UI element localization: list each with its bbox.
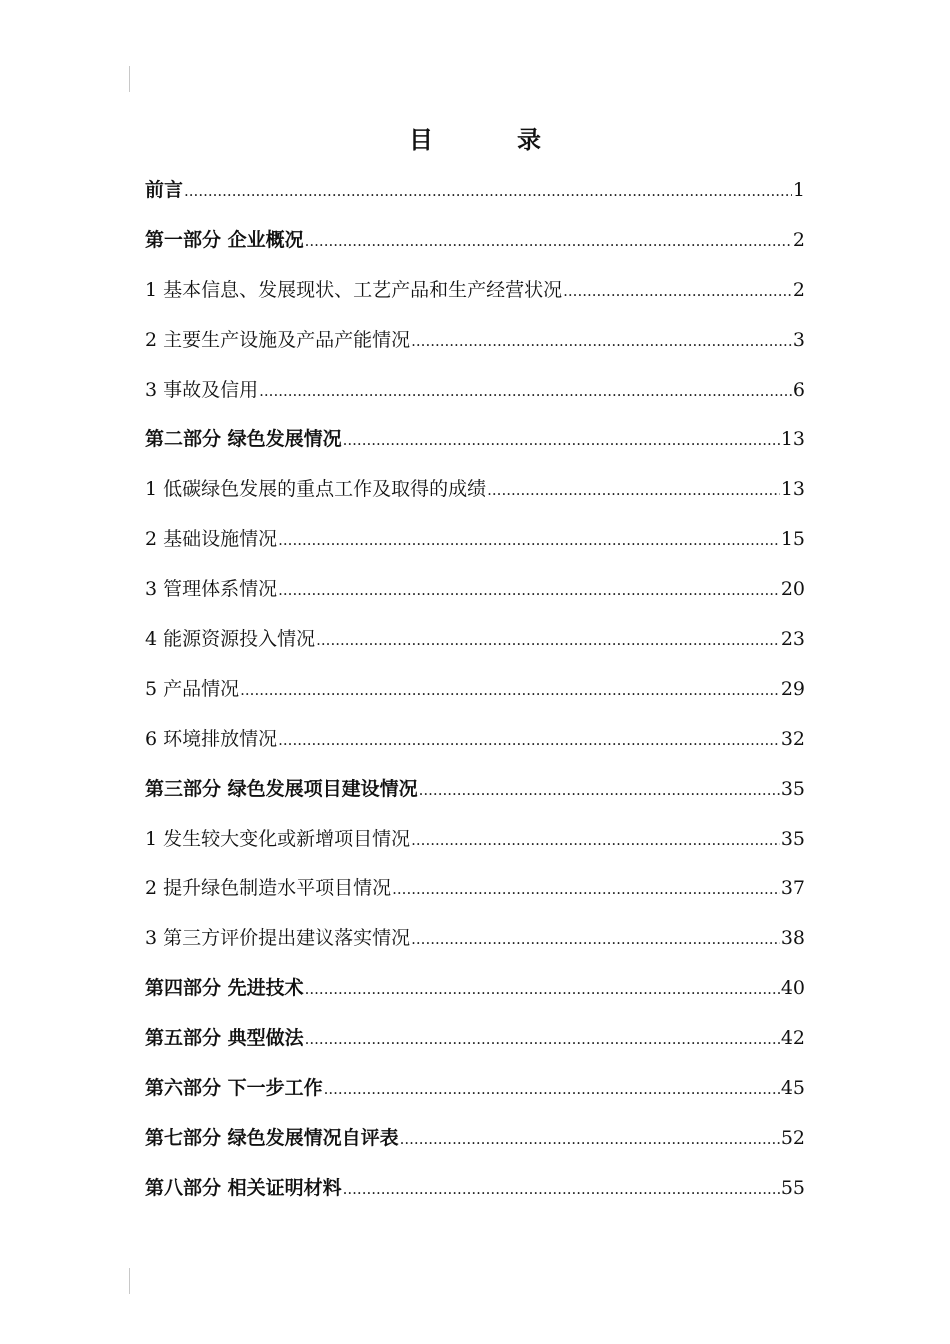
- page-title: 目 录: [409, 125, 571, 154]
- toc-entry-text: 4 能源资源投入情况: [145, 628, 316, 651]
- toc-leader: [278, 715, 780, 766]
- toc-leader: [411, 815, 780, 866]
- toc-entry[interactable]: [145, 366, 805, 416]
- toc-entry-text: 第八部分 相关证明材料: [145, 1176, 342, 1199]
- toc-entry[interactable]: [145, 565, 805, 615]
- toc-page-number: 13: [780, 478, 805, 501]
- toc-page-number: 3: [792, 328, 805, 351]
- page-corner-mark-top: [129, 66, 130, 92]
- toc-leader: [305, 964, 780, 1015]
- toc-page-number: 52: [780, 1126, 805, 1149]
- toc-entry-text: 6 环境排放情况: [145, 727, 278, 750]
- toc-entry-text: 第二部分 绿色发展情况: [145, 428, 342, 451]
- toc-page-number: 35: [780, 777, 805, 800]
- toc-entry-text: 第一部分 企业概况: [145, 228, 304, 251]
- toc-entry[interactable]: [145, 1014, 805, 1064]
- toc-page-number: 45: [780, 1077, 805, 1100]
- toc-entry[interactable]: [145, 1114, 805, 1164]
- toc-page-number: 55: [780, 1176, 805, 1199]
- toc-entry[interactable]: [145, 715, 805, 765]
- toc-entry[interactable]: [145, 216, 805, 266]
- toc-leader: [392, 864, 780, 915]
- toc-leader: [278, 565, 780, 616]
- toc-page-number: 13: [780, 428, 805, 451]
- toc-entry[interactable]: [145, 864, 805, 914]
- toc-leader: [240, 665, 780, 716]
- toc-entry[interactable]: [145, 266, 805, 316]
- toc-leader: [259, 366, 792, 417]
- toc-leader: [487, 465, 780, 516]
- toc-entry[interactable]: [145, 1064, 805, 1114]
- toc-entry-text: 前言: [145, 179, 184, 201]
- toc-entry-text: 2 提升绿色制造水平项目情况: [145, 877, 392, 900]
- toc-entry[interactable]: [145, 964, 805, 1014]
- toc-page-number: 20: [780, 578, 805, 601]
- toc-leader: [563, 266, 792, 317]
- toc-page-number: 23: [780, 628, 805, 651]
- toc-entry[interactable]: [145, 1164, 805, 1214]
- toc-entry-text: 2 基础设施情况: [145, 528, 278, 551]
- table-of-contents: [145, 166, 805, 1214]
- toc-page-number: 35: [780, 827, 805, 850]
- toc-leader: [419, 765, 780, 816]
- toc-entry-text: 1 基本信息、发展现状、工艺产品和生产经营状况: [145, 278, 563, 301]
- toc-entry-text: 第四部分 先进技术: [145, 977, 304, 1000]
- toc-entry[interactable]: [145, 515, 805, 565]
- toc-entry[interactable]: [145, 914, 805, 964]
- toc-leader: [400, 1114, 780, 1165]
- toc-entry-text: 3 管理体系情况: [145, 578, 278, 601]
- toc-leader: [316, 615, 780, 666]
- toc-page-number: 2: [792, 278, 805, 301]
- toc-entry[interactable]: [145, 665, 805, 715]
- toc-entry[interactable]: [145, 465, 805, 515]
- toc-leader: [343, 415, 780, 466]
- toc-entry[interactable]: [145, 615, 805, 665]
- toc-leader: [305, 216, 792, 267]
- toc-entry[interactable]: [145, 415, 805, 465]
- toc-page-number: 38: [780, 927, 805, 950]
- toc-entry-text: 3 第三方评价提出建议落实情况: [145, 927, 411, 950]
- toc-entry-text: 1 发生较大变化或新增项目情况: [145, 827, 411, 850]
- toc-entry-text: 第三部分 绿色发展项目建设情况: [145, 777, 418, 800]
- toc-entry-text: 1 低碳绿色发展的重点工作及取得的成绩: [145, 478, 487, 501]
- toc-page-number: 15: [780, 528, 805, 551]
- toc-leader: [411, 914, 780, 965]
- toc-entry[interactable]: [145, 316, 805, 366]
- toc-entry-text: 3 事故及信用: [145, 378, 259, 401]
- toc-entry-text: 第七部分 绿色发展情况自评表: [145, 1126, 399, 1149]
- toc-page-number: 37: [780, 877, 805, 900]
- toc-entry-text: 第六部分 下一步工作: [145, 1077, 323, 1100]
- toc-page-number: 1: [792, 179, 805, 201]
- toc-leader: [305, 1014, 780, 1065]
- toc-entry-text: 2 主要生产设施及产品产能情况: [145, 328, 411, 351]
- toc-leader: [324, 1064, 780, 1115]
- toc-page-number: 2: [792, 228, 805, 251]
- toc-page-number: 42: [780, 1027, 805, 1050]
- toc-entry[interactable]: [145, 166, 805, 216]
- toc-entry-text: 第五部分 典型做法: [145, 1027, 304, 1050]
- toc-entry[interactable]: [145, 765, 805, 815]
- toc-page-number: 40: [780, 977, 805, 1000]
- toc-entry-text: 5 产品情况: [145, 677, 240, 700]
- toc-leader: [411, 316, 792, 367]
- toc-entry[interactable]: [145, 815, 805, 865]
- toc-leader: [343, 1164, 780, 1215]
- toc-leader: [184, 166, 792, 217]
- toc-leader: [278, 515, 780, 566]
- toc-page-number: 6: [792, 378, 805, 401]
- toc-page-number: 29: [780, 677, 805, 700]
- toc-page-number: 32: [780, 727, 805, 750]
- page-corner-mark-bottom: [129, 1268, 130, 1294]
